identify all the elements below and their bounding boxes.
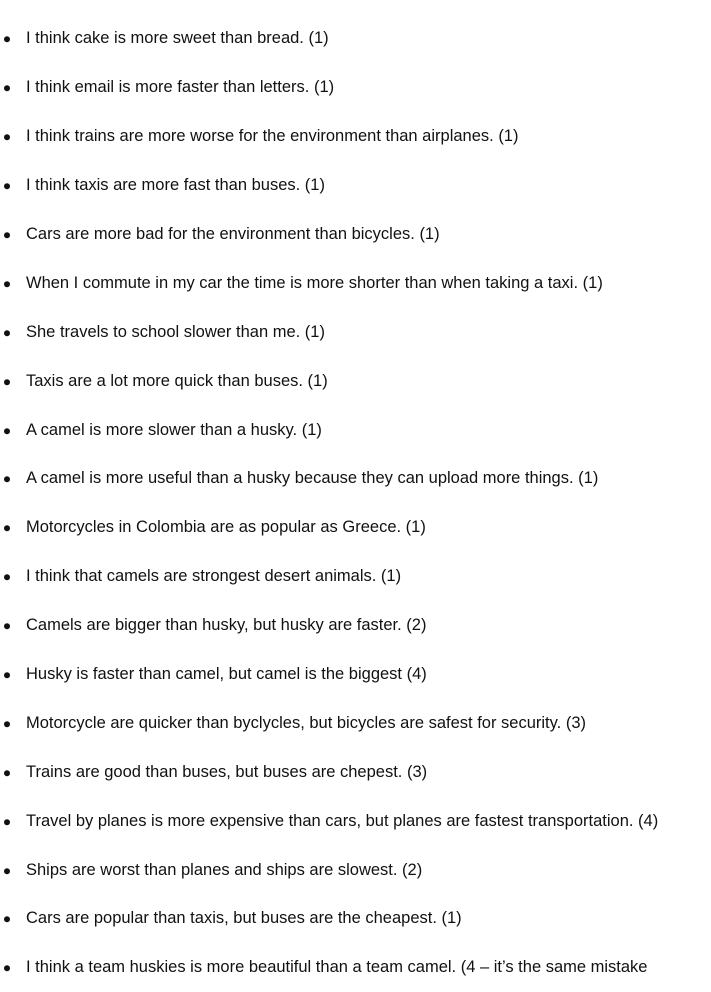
list-item xyxy=(0,63,711,112)
list-item xyxy=(0,601,711,650)
list-item-text: A camel is more slower than a husky. (1) xyxy=(26,420,322,439)
bullet-icon xyxy=(4,379,10,385)
list-item-text: I think trains are more worse for the environment than airplanes. (1) xyxy=(26,127,519,146)
list-item-text: A camel is more useful than a husky because they can upload more things. (1) xyxy=(26,469,599,488)
list-item-text: Motorcycles in Colombia are as popular as Greece. (1) xyxy=(26,518,426,537)
bullet-icon xyxy=(4,770,10,776)
list-item-text: Taxis are a lot more quick than buses. (1) xyxy=(26,371,328,390)
list-item xyxy=(0,796,711,845)
list-item xyxy=(0,161,711,210)
bullet-icon xyxy=(4,819,10,825)
bullet-icon xyxy=(4,672,10,678)
list-item xyxy=(0,454,711,503)
list-item-text: Camels are bigger than husky, but husky are faster. (2) xyxy=(26,616,427,635)
list-item-text: I think email is more faster than letters. (1) xyxy=(26,78,335,97)
bullet-icon xyxy=(4,428,10,434)
list-item-text: When I commute in my car the time is more shorter than when taking a taxi. (1) xyxy=(26,273,603,292)
list-item-text: Ships are worst than planes and ships are slowest. (2) xyxy=(26,860,423,879)
list-item xyxy=(0,503,711,552)
list-item-text: I think cake is more sweet than bread. (1) xyxy=(26,29,329,48)
list-item-text: I think taxis are more fast than buses. (1) xyxy=(26,176,325,195)
list-item-text: I think that camels are strongest desert animals. (1) xyxy=(26,567,402,586)
bullet-icon xyxy=(4,574,10,580)
list-item xyxy=(0,943,711,992)
bullet-icon xyxy=(4,721,10,727)
list-item xyxy=(0,845,711,894)
list-item xyxy=(0,894,711,943)
list-item-text: Cars are popular than taxis, but buses are the cheapest. (1) xyxy=(26,909,462,928)
list-item-text: Travel by planes is more expensive than cars, but planes are fastest transportation. (4) xyxy=(26,811,659,830)
list-item xyxy=(0,356,711,405)
list-item xyxy=(0,552,711,601)
bullet-icon xyxy=(4,526,10,532)
bullet-icon xyxy=(4,281,10,287)
bullet-icon xyxy=(4,134,10,140)
bullet-icon xyxy=(4,183,10,189)
list-item xyxy=(0,14,711,63)
list-item-text: Motorcycle are quicker than byclycles, but bicycles are safest for security. (3) xyxy=(26,713,586,732)
list-item-text: I think a team huskies is more beautiful than a team camel. (4 – it’s the same mistake xyxy=(26,958,648,977)
list-item-text: Trains are good than buses, but buses are chepest. (3) xyxy=(26,762,428,781)
bullet-icon xyxy=(4,330,10,336)
bullet-icon xyxy=(4,477,10,483)
list-item xyxy=(0,307,711,356)
list-item xyxy=(0,698,711,747)
list-item xyxy=(0,210,711,259)
list-item xyxy=(0,747,711,796)
bullet-icon xyxy=(4,37,10,43)
list-item xyxy=(0,405,711,454)
list-item xyxy=(0,650,711,699)
bullet-icon xyxy=(4,86,10,92)
bullet-icon xyxy=(4,232,10,238)
bullet-icon xyxy=(4,623,10,629)
sentence-list xyxy=(0,14,711,992)
bullet-icon xyxy=(4,917,10,923)
list-item xyxy=(0,112,711,161)
list-item xyxy=(0,258,711,307)
list-item-text: Cars are more bad for the environment than bicycles. (1) xyxy=(26,225,440,243)
bullet-icon xyxy=(4,966,10,972)
list-item-text: Husky is faster than camel, but camel is the biggest (4) xyxy=(26,665,427,684)
bullet-icon xyxy=(4,868,10,874)
list-item-text: She travels to school slower than me. (1) xyxy=(26,322,325,341)
